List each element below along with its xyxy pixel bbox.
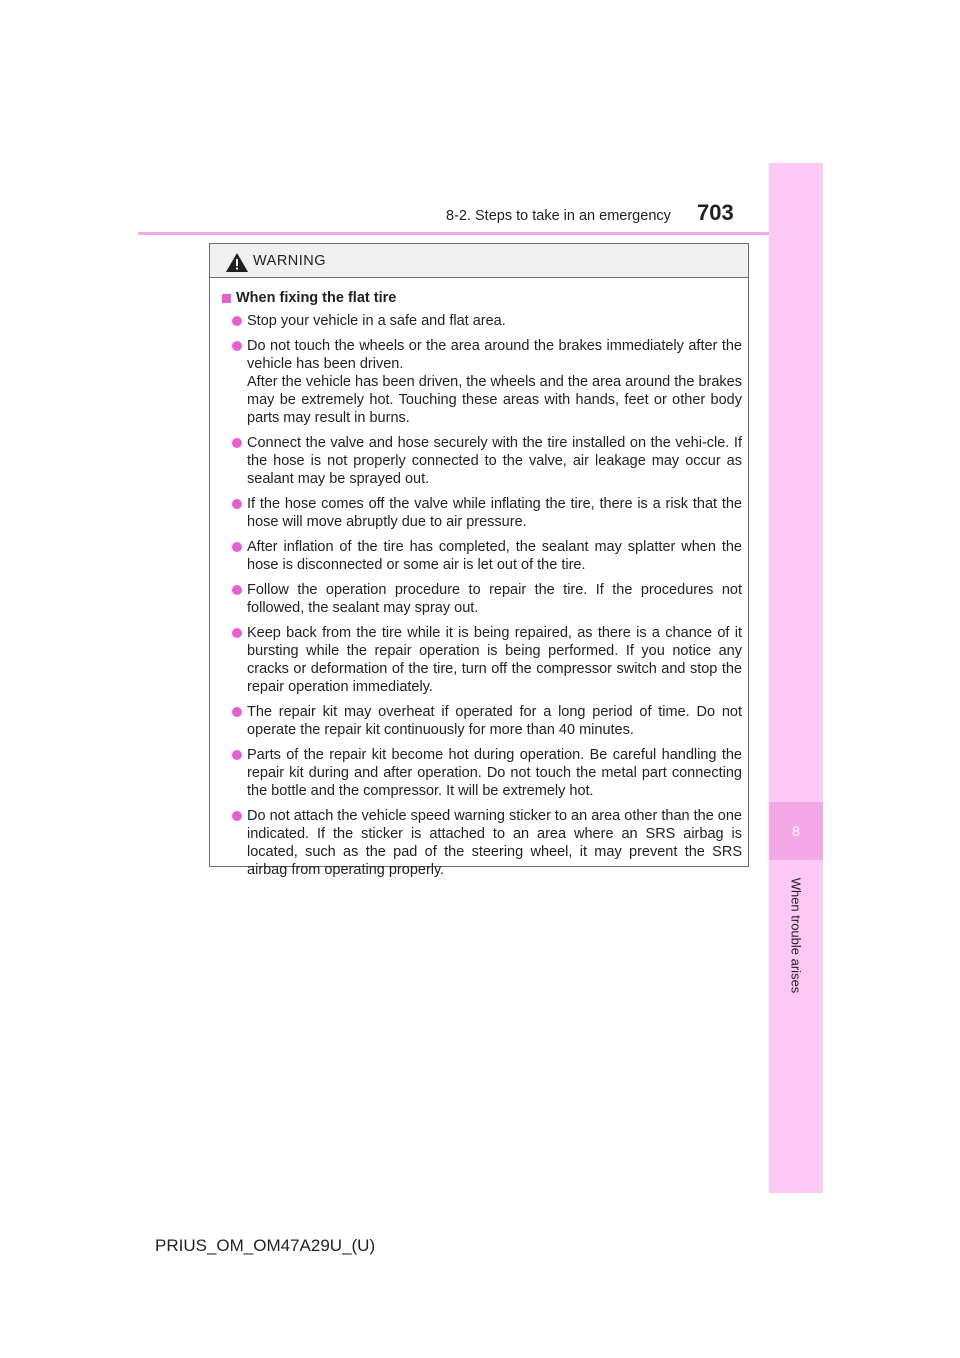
warning-item [218, 495, 742, 531]
warning-item-text: If the hose comes off the valve while inflating the tire, there is a risk that the hose will move abruptly due to air pressure. [247, 496, 742, 530]
warning-item-text: After inflation of the tire has completed, the sealant may splatter when the hose is disconnected or some air is let out of the tire. [247, 539, 742, 573]
bullet-icon [232, 438, 242, 448]
document-code: PRIUS_OM_OM47A29U_(U) [155, 1236, 376, 1255]
warning-header [210, 244, 748, 278]
warning-item-text-continued: After the vehicle has been driven, the wheels and the area around the brakes may be extremely hot. Touching these areas with hands, feet or other body parts may result in burns. [247, 374, 742, 426]
warning-item-text: The repair kit may overheat if operated for a long period of time. Do not operate the repair kit continuously for more than 40 minutes. [247, 704, 742, 738]
warning-item [218, 434, 742, 488]
warning-item [218, 746, 742, 800]
warning-item [218, 337, 742, 427]
warning-item [218, 807, 742, 879]
warning-box [209, 243, 749, 878]
page-number: 703 [697, 200, 734, 225]
bullet-icon [232, 542, 242, 552]
header-rule [138, 232, 823, 235]
bullet-icon [232, 316, 242, 326]
warning-item-text: Do not touch the wheels or the area around the brakes immediately after the vehicle has been driven. [247, 338, 742, 372]
warning-triangle-icon [226, 253, 248, 272]
warning-item [218, 703, 742, 739]
bullet-icon [232, 585, 242, 595]
warning-title: WARNING [253, 253, 327, 269]
warning-item [218, 312, 742, 330]
warning-item [218, 624, 742, 696]
warning-item [218, 581, 742, 617]
warning-item-text: Stop your vehicle in a safe and flat area. [247, 313, 506, 329]
warning-subheading [218, 290, 742, 306]
bullet-icon [232, 499, 242, 509]
warning-item-text: Parts of the repair kit become hot during operation. Be careful handling the repair kit during and after operation. Do not touch the metal part connecting the bottle and the compressor. It will be extremely hot. [247, 747, 742, 799]
bullet-icon [232, 628, 242, 638]
square-bullet-icon [222, 294, 231, 303]
warning-item-text: Keep back from the tire while it is being repaired, as there is a chance of it bursting while the repair operation is being performed. If you notice any cracks or deformation of the tire, turn off the compressor switch and stop the repair operation immediately. [247, 625, 742, 695]
bullet-icon [232, 811, 242, 821]
warning-item [218, 538, 742, 574]
warning-item-text: Follow the operation procedure to repair the tire. If the procedures not followed, the sealant may spray out. [247, 582, 742, 616]
chapter-title-text: When trouble arises [788, 877, 804, 994]
section-title: 8-2. Steps to take in an emergency [446, 208, 671, 224]
warning-body [210, 278, 748, 879]
chapter-title [783, 868, 809, 1003]
bullet-icon [232, 750, 242, 760]
chapter-number: 8 [769, 802, 823, 860]
warning-subheading-text: When fixing the flat tire [236, 290, 397, 306]
warning-item-text: Do not attach the vehicle speed warning sticker to an area other than the one indicated. If the sticker is attached to an area where an SRS airbag is located, such as the pad of the steering wheel, it may prevent the SRS airbag from operating properly. [247, 808, 742, 878]
warning-item-text: Connect the valve and hose securely with the tire installed on the vehi-cle. If the hose is not properly connected to the valve, air leakage may occur as sealant may be sprayed out. [247, 435, 742, 487]
chapter-side-tab [769, 163, 823, 1193]
bullet-icon [232, 707, 242, 717]
bullet-icon [232, 341, 242, 351]
